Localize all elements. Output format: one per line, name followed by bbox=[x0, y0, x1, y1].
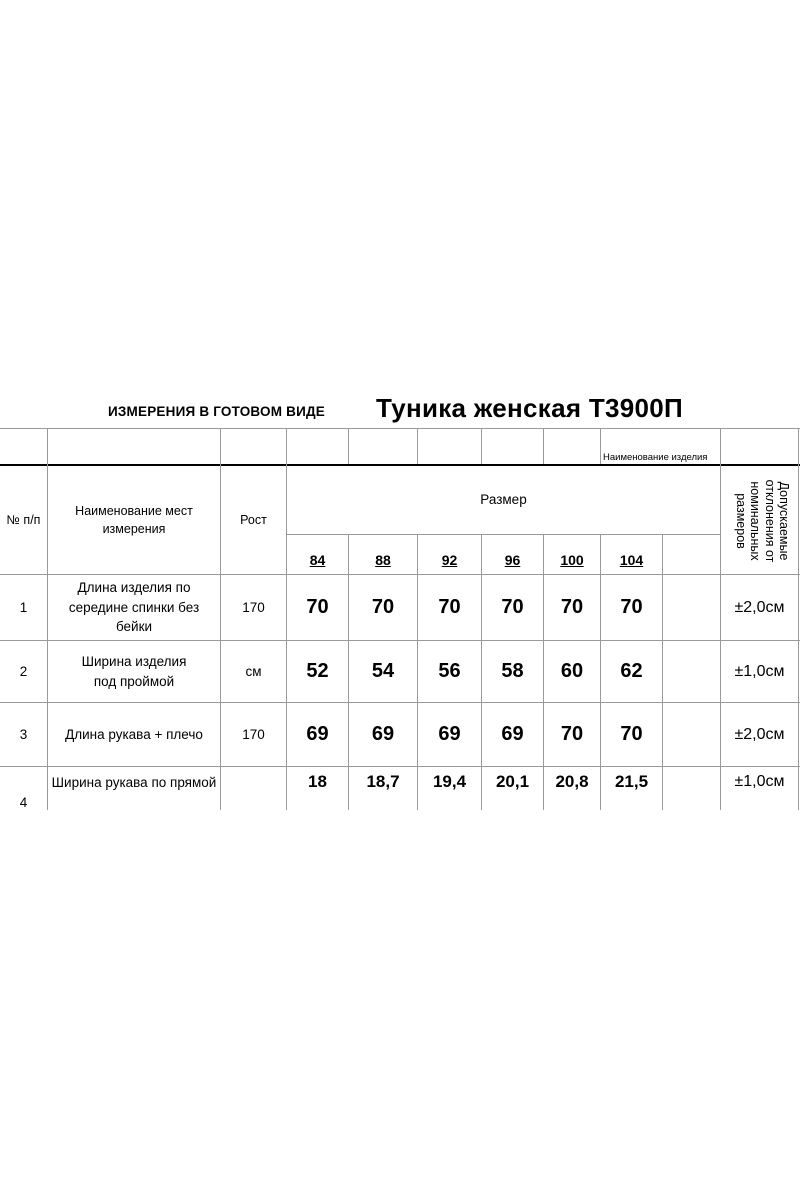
size-chart-sheet bbox=[0, 390, 800, 810]
value-cell: 56 bbox=[438, 660, 461, 682]
size-label: 104 bbox=[619, 552, 644, 568]
measurement-name: Длина рукава + плечо bbox=[65, 727, 203, 742]
value-cell: 70 bbox=[306, 596, 329, 618]
row-height bbox=[221, 772, 286, 792]
value-cell: 70 bbox=[438, 596, 461, 618]
tolerance-cell: ±2,0см bbox=[734, 598, 785, 616]
size-label: 96 bbox=[504, 552, 521, 568]
row-height: см bbox=[245, 664, 262, 679]
value-cell: 69 bbox=[501, 723, 524, 745]
value-cell: 20,1 bbox=[495, 772, 530, 791]
product-title: Туника женская Т3900П bbox=[376, 393, 684, 423]
value-cell: 62 bbox=[620, 660, 643, 682]
header-size: Размер bbox=[480, 492, 527, 508]
grid-line bbox=[417, 428, 418, 464]
grid-line bbox=[662, 534, 663, 810]
value-cell: 18 bbox=[308, 772, 327, 791]
row-index: 4 bbox=[19, 794, 28, 810]
value-cell: 60 bbox=[560, 660, 584, 682]
row-height: 170 bbox=[242, 727, 265, 742]
value-cell: 69 bbox=[438, 723, 461, 745]
value-cell: 70 bbox=[501, 596, 524, 618]
grid-line bbox=[286, 534, 720, 535]
size-label: 88 bbox=[375, 552, 391, 568]
value-cell: 58 bbox=[501, 660, 524, 682]
value-cell: 19,4 bbox=[432, 772, 467, 791]
value-cell: 52 bbox=[306, 660, 329, 682]
grid-line bbox=[543, 428, 544, 464]
value-cell: 70 bbox=[620, 596, 643, 618]
value-cell: 20,8 bbox=[555, 772, 589, 791]
value-cell: 54 bbox=[371, 660, 395, 682]
row-height: 170 bbox=[242, 600, 265, 615]
chart-subtitle: ИЗМЕРЕНИЯ В ГОТОВОМ ВИДЕ bbox=[108, 404, 325, 419]
row-index: 3 bbox=[19, 727, 28, 742]
value-cell: 70 bbox=[560, 596, 584, 618]
value-cell: 18,7 bbox=[366, 772, 400, 791]
header-tolerance: Допускаемые отклонения от номинальных размеров bbox=[733, 479, 791, 563]
measurement-name: Ширина рукава по прямой bbox=[51, 774, 217, 790]
grid-line bbox=[0, 428, 800, 429]
measurement-name: Ширина изделия под проймой bbox=[81, 653, 187, 689]
value-cell: 69 bbox=[306, 723, 329, 745]
measurement-name: Длина изделия по середине спинки без бейки bbox=[68, 580, 200, 635]
grid-line bbox=[600, 428, 601, 464]
value-cell: 21,5 bbox=[614, 772, 649, 791]
row-index: 2 bbox=[19, 664, 28, 679]
grid-line bbox=[798, 428, 799, 810]
tolerance-cell: ±1,0см bbox=[734, 773, 785, 790]
header-tolerance-cell bbox=[726, 468, 798, 574]
value-cell: 70 bbox=[371, 596, 395, 618]
size-label: 84 bbox=[309, 552, 326, 568]
tolerance-cell: ±1,0см bbox=[734, 662, 785, 680]
grid-line bbox=[481, 428, 482, 464]
row-index: 1 bbox=[19, 600, 28, 615]
header-height: Рост bbox=[240, 512, 267, 527]
value-cell: 69 bbox=[371, 723, 395, 745]
header-index: № п/п bbox=[6, 512, 41, 527]
value-cell: 70 bbox=[620, 723, 643, 745]
tolerance-cell: ±2,0см bbox=[734, 725, 785, 743]
grid-line bbox=[348, 428, 349, 464]
grid-line bbox=[0, 766, 800, 767]
value-cell: 70 bbox=[560, 723, 584, 745]
size-label: 92 bbox=[441, 552, 458, 568]
header-measurement: Наименование мест измерения bbox=[75, 503, 193, 536]
size-label: 100 bbox=[560, 552, 584, 568]
product-name-label: Наименование изделия bbox=[603, 452, 708, 463]
